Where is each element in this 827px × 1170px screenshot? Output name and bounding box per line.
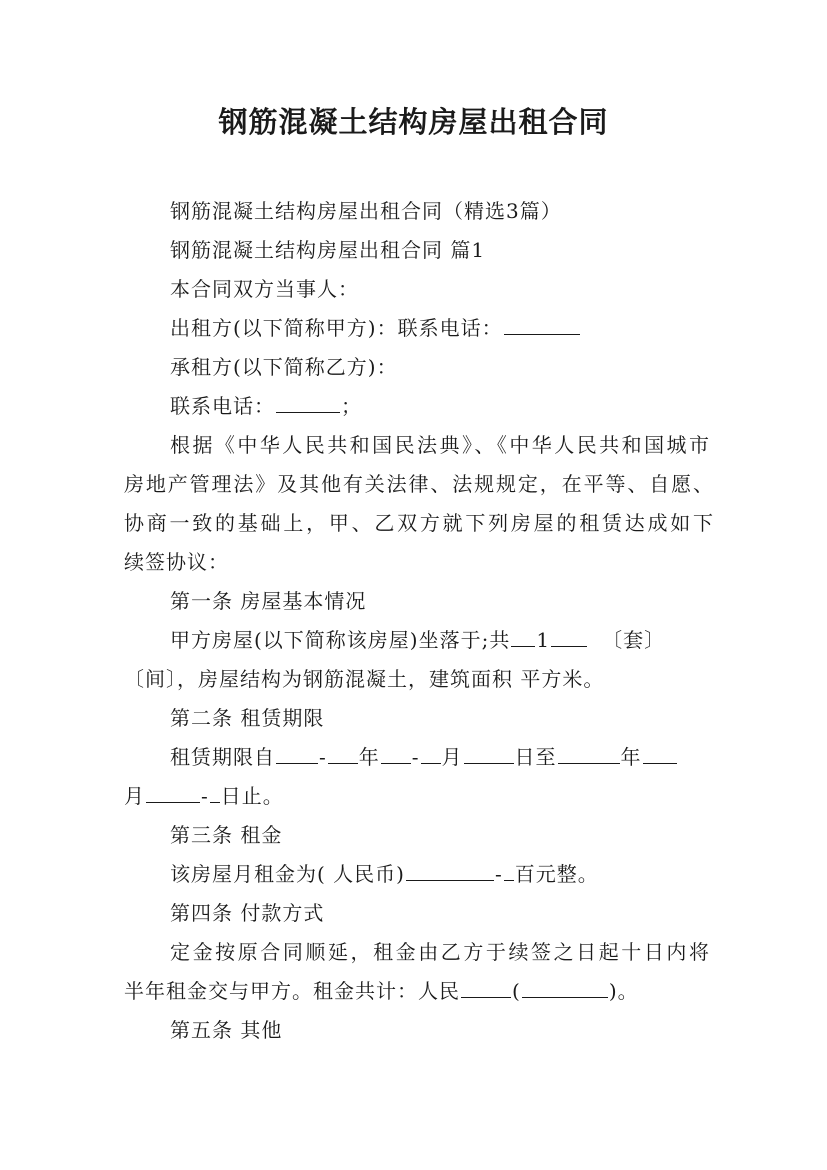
blank <box>511 626 535 647</box>
paragraph-line <box>124 469 714 499</box>
blank <box>210 782 220 803</box>
unit-count: 1 <box>536 628 551 652</box>
month-label: 月 <box>441 745 463 769</box>
paren-open: ( <box>512 979 521 1003</box>
paragraph-line <box>170 430 710 460</box>
rent-label: 该房屋月租金为( 人民币) <box>170 862 405 886</box>
section-heading <box>170 235 710 265</box>
blank <box>381 743 411 764</box>
separator: - <box>411 745 420 769</box>
article-5-heading <box>170 1015 710 1045</box>
blank <box>643 743 677 764</box>
blank <box>522 977 608 998</box>
article-2-heading <box>170 703 710 733</box>
parties-intro-text: 本合同双方当事人： <box>170 277 359 301</box>
blank <box>551 626 587 647</box>
lessee-phone-blank <box>276 392 340 413</box>
day-to-label: 日至 <box>514 745 557 769</box>
blank <box>328 743 358 764</box>
month-label: 月 <box>124 784 145 808</box>
blank <box>421 743 441 764</box>
lessee-phone-line <box>170 391 710 421</box>
article-2-heading-text: 第二条 租赁期限 <box>170 706 325 730</box>
subtitle-line <box>170 196 710 226</box>
article-1-text: 甲方房屋(以下简称该房屋)坐落于;共 <box>170 628 511 652</box>
year-label: 年 <box>358 745 380 769</box>
blank <box>504 860 514 881</box>
paragraph-line <box>124 547 714 577</box>
article-4-line <box>170 937 710 967</box>
document-title: 钢筋混凝土结构房屋出租合同 <box>218 105 609 139</box>
blank <box>406 860 494 881</box>
paragraph-text: 协商一致的基础上，甲、乙双方就下列房屋的租赁达成如下 <box>124 511 714 535</box>
separator: - <box>494 862 503 886</box>
article-4-text: 定金按原合同顺延，租金由乙方于续签之日起十日内将 <box>170 940 710 964</box>
separator: - <box>201 784 209 808</box>
article-1-line <box>170 625 710 655</box>
article-1-heading <box>170 586 710 616</box>
article-2-line <box>170 742 710 772</box>
lease-from-label: 租赁期限自 <box>170 745 275 769</box>
day-end-label: 日止。 <box>220 784 284 808</box>
lessee-text: 承租方(以下简称乙方)： <box>170 355 398 379</box>
suite-label: 〔套〕 <box>602 628 666 652</box>
section-heading-text: 钢筋混凝土结构房屋出租合同 篇1 <box>170 238 486 262</box>
separator: - <box>319 745 327 769</box>
paragraph-text: 续签协议： <box>124 550 229 574</box>
blank <box>464 743 514 764</box>
article-3-line <box>170 859 710 889</box>
article-4-heading-text: 第四条 付款方式 <box>170 901 325 925</box>
blank <box>558 743 620 764</box>
lessee-phone-label: 联系电话： <box>170 394 275 418</box>
lessor-line <box>170 313 710 343</box>
blank <box>146 782 200 803</box>
article-1-line <box>124 664 714 694</box>
paren-close: )。 <box>608 979 639 1003</box>
paragraph-line <box>124 508 714 538</box>
lessee-line <box>170 352 710 382</box>
article-3-heading <box>170 820 710 850</box>
blank <box>276 743 318 764</box>
rent-total-label: 半年租金交与甲方。租金共计：人民 <box>124 979 460 1003</box>
blank <box>461 977 511 998</box>
year-label: 年 <box>620 745 642 769</box>
parties-intro <box>170 274 710 304</box>
paragraph-text: 房地产管理法》及其他有关法律、法规规定，在平等、自愿、 <box>124 472 714 496</box>
article-1-heading-text: 第一条 房屋基本情况 <box>170 589 367 613</box>
rent-unit: 百元整。 <box>514 862 599 886</box>
article-1-text: 〔间〕，房屋结构为钢筋混凝土，建筑面积 平方米。 <box>124 667 605 691</box>
article-3-heading-text: 第三条 租金 <box>170 823 283 847</box>
lessor-phone-blank <box>504 314 580 335</box>
article-4-heading <box>170 898 710 928</box>
lessee-phone-end: ； <box>341 394 362 418</box>
lessor-text: 出租方(以下简称甲方)：联系电话： <box>170 316 503 340</box>
article-2-line <box>124 781 714 811</box>
article-5-heading-text: 第五条 其他 <box>170 1018 283 1042</box>
subtitle-text: 钢筋混凝土结构房屋出租合同（精选3篇） <box>170 199 562 223</box>
article-4-line <box>124 976 714 1006</box>
paragraph-text: 根据《中华人民共和国民法典》、《中华人民共和国城市 <box>170 433 710 457</box>
